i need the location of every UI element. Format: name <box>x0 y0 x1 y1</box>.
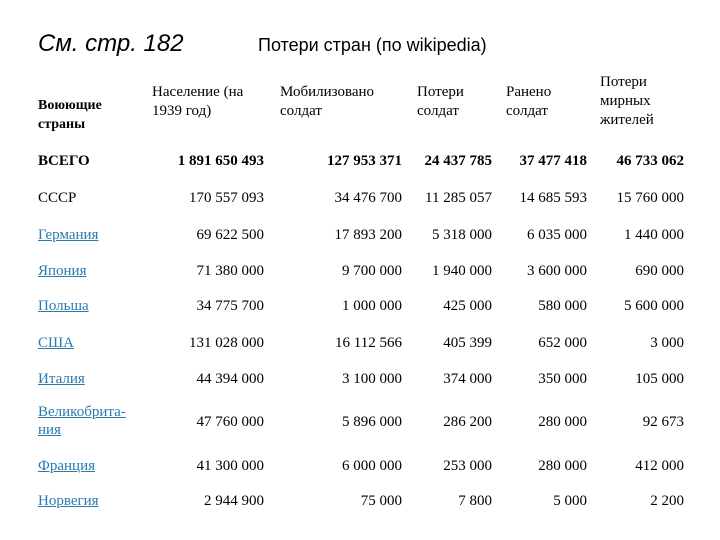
country-link[interactable]: Италия <box>38 371 85 387</box>
mobilized-value: 9 700 000 <box>342 263 402 279</box>
page-reference: См. стр. 182 <box>38 30 184 57</box>
header-country: Воюющие страны <box>38 98 102 132</box>
mobilized-value: 6 000 000 <box>342 458 402 474</box>
country-link[interactable]: Германия <box>38 227 99 243</box>
civilian-losses-value: 46 733 062 <box>616 153 684 169</box>
population-value: 34 775 700 <box>196 298 264 314</box>
wounded-value: 280 000 <box>538 458 587 474</box>
civilian-losses-value: 92 673 <box>642 414 684 430</box>
table-row <box>0 492 720 528</box>
soldier-losses-value: 425 000 <box>443 298 492 314</box>
country-link[interactable]: Норвегия <box>38 493 99 509</box>
wounded-value: 580 000 <box>538 298 587 314</box>
soldier-losses-value: 24 437 785 <box>424 153 492 169</box>
population-value: 170 557 093 <box>189 190 264 206</box>
civilian-losses-value: 690 000 <box>635 263 684 279</box>
mobilized-value: 17 893 200 <box>334 227 402 243</box>
country-link[interactable]: США <box>38 335 74 351</box>
wounded-value: 37 477 418 <box>519 153 587 169</box>
population-value: 1 891 650 493 <box>177 153 264 169</box>
civilian-losses-value: 15 760 000 <box>616 190 684 206</box>
mobilized-value: 1 000 000 <box>342 298 402 314</box>
mobilized-value: 127 953 371 <box>327 153 402 169</box>
civilian-losses-value: 3 000 <box>650 335 684 351</box>
population-value: 2 944 900 <box>204 493 264 509</box>
country-name: СССР <box>38 190 77 206</box>
table-row <box>0 457 720 493</box>
header-mobilized: Мобилизовано солдат <box>280 84 375 119</box>
civilian-losses-value: 5 600 000 <box>624 298 684 314</box>
soldier-losses-value: 11 285 057 <box>425 190 492 206</box>
wounded-value: 350 000 <box>538 371 587 387</box>
mobilized-value: 5 896 000 <box>342 414 402 430</box>
civilian-losses-value: 412 000 <box>635 458 684 474</box>
mobilized-value: 3 100 000 <box>342 371 402 387</box>
civilian-losses-value: 105 000 <box>635 371 684 387</box>
table-row <box>0 334 720 370</box>
table-row <box>0 152 720 188</box>
country-link[interactable]: Япония <box>38 263 87 279</box>
population-value: 69 622 500 <box>196 227 264 243</box>
population-value: 41 300 000 <box>196 458 264 474</box>
population-value: 131 028 000 <box>189 335 264 351</box>
wounded-value: 652 000 <box>538 335 587 351</box>
soldier-losses-value: 5 318 000 <box>432 227 492 243</box>
soldier-losses-value: 286 200 <box>443 414 492 430</box>
wounded-value: 3 600 000 <box>527 263 587 279</box>
wounded-value: 6 035 000 <box>527 227 587 243</box>
soldier-losses-value: 1 940 000 <box>432 263 492 279</box>
population-value: 47 760 000 <box>196 414 264 430</box>
table-row <box>0 226 720 262</box>
header-wounded: Ранено солдат <box>506 84 552 119</box>
header-population: Население (на 1939 год) <box>152 84 244 119</box>
population-value: 71 380 000 <box>196 263 264 279</box>
table-row <box>0 189 720 225</box>
soldier-losses-value: 374 000 <box>443 371 492 387</box>
soldier-losses-value: 7 800 <box>458 493 492 509</box>
civilian-losses-value: 1 440 000 <box>624 227 684 243</box>
population-value: 44 394 000 <box>196 371 264 387</box>
country-link[interactable]: Великобрита-ния <box>38 404 126 438</box>
soldier-losses-value: 253 000 <box>443 458 492 474</box>
header-soldier-losses: Потери солдат <box>417 84 464 119</box>
wounded-value: 280 000 <box>538 414 587 430</box>
table-row <box>0 403 720 443</box>
soldier-losses-value: 405 399 <box>443 335 492 351</box>
page-title: Потери стран (по wikipedia) <box>258 35 487 55</box>
mobilized-value: 75 000 <box>360 493 402 509</box>
country-link[interactable]: Франция <box>38 458 95 474</box>
country-link[interactable]: Польша <box>38 298 89 314</box>
table-row <box>0 370 720 406</box>
table-row <box>0 262 720 298</box>
mobilized-value: 34 476 700 <box>334 190 402 206</box>
header-civilian-losses: Потери мирных жителей <box>600 74 654 128</box>
wounded-value: 14 685 593 <box>519 190 587 206</box>
table-row <box>0 297 720 333</box>
wounded-value: 5 000 <box>553 493 587 509</box>
country-name: ВСЕГО <box>38 153 90 169</box>
mobilized-value: 16 112 566 <box>335 335 402 351</box>
civilian-losses-value: 2 200 <box>650 493 684 509</box>
